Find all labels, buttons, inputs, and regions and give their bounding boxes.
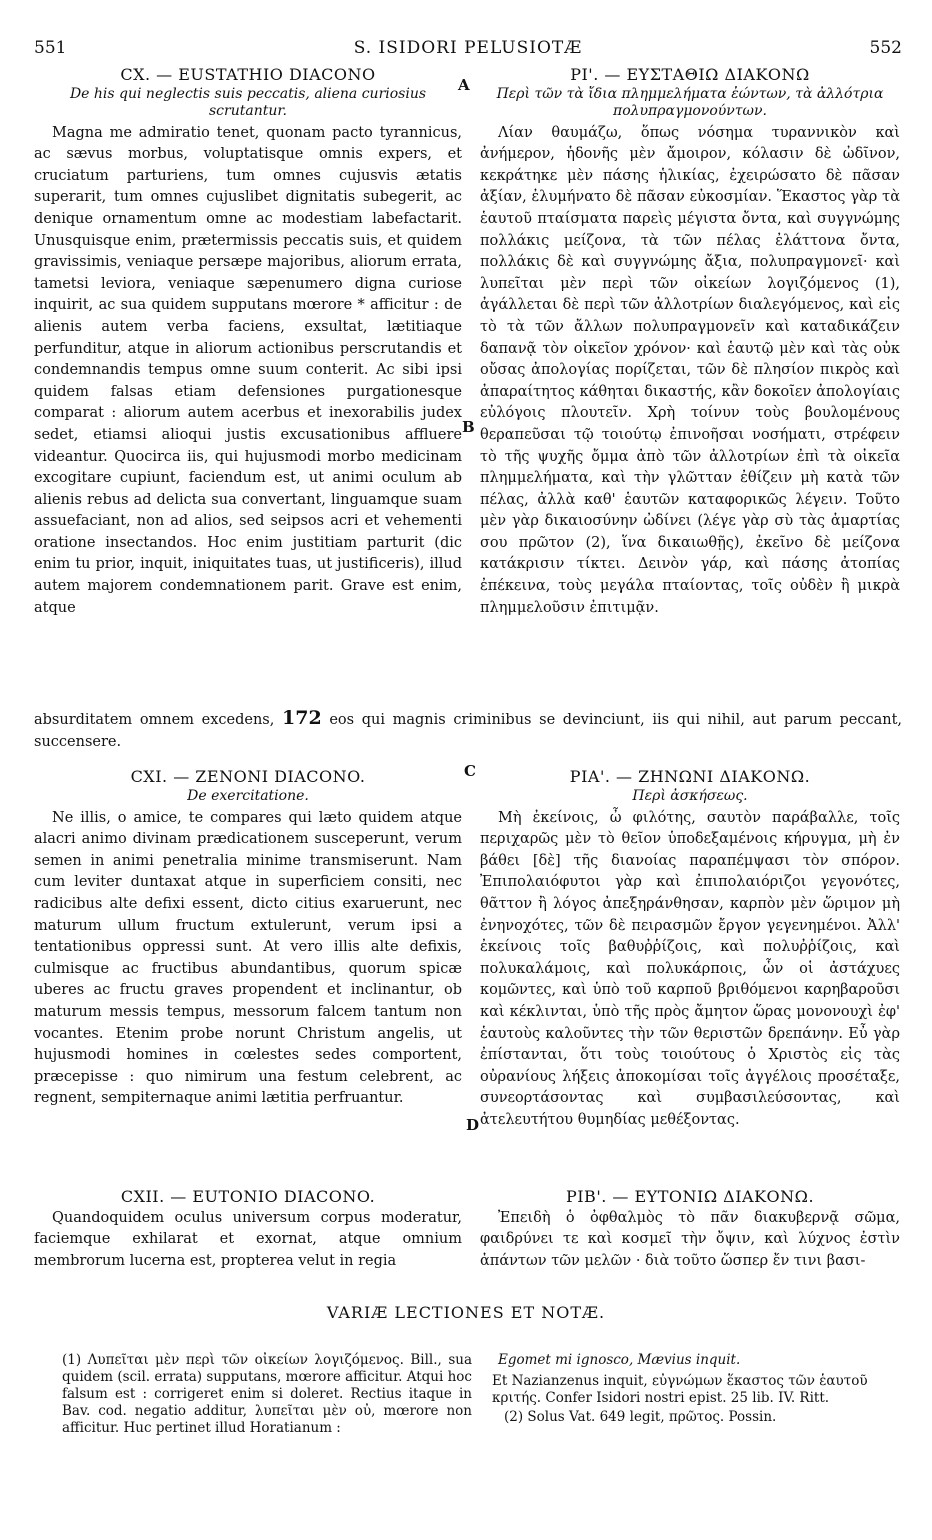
letter-cx-greek	[480, 64, 900, 619]
note-2: (2) Solus Vat. 649 legit, πρῶτος. Possin.	[504, 1409, 777, 1425]
section-title: ΡΙΑ'. — ΖΗΝΩΝΙ ΔΙΑΚΟΝΩ.	[569, 767, 811, 786]
continuation-text-before: absurditatem omnem excedens,	[34, 712, 275, 728]
section-subtitle: De exercitatione.	[187, 787, 309, 804]
page-header	[34, 38, 902, 60]
section-title: CX. — EUSTATHIO DIACONO	[120, 65, 376, 84]
letter-cxii-latin	[34, 1186, 462, 1272]
right-page-number: 552	[869, 38, 902, 58]
letter-cxi-greek	[480, 766, 900, 1132]
section-subtitle: De his qui neglectis suis peccatis, aliena curiosius scrutantur.	[69, 85, 427, 119]
note-right	[492, 1352, 900, 1426]
margin-marker-d: D	[466, 1116, 480, 1134]
left-page-number: 551	[34, 38, 67, 58]
section-title: ΡΙ'. — ΕΥΣΤΑΘΙΩ ΔΙΑΚΟΝΩ	[570, 65, 810, 84]
section-subtitle: Περὶ τῶν τὰ ἴδια πλημμελήματα ἐώντων, τὰ ἀλλότρια πολυπραγμονούντων.	[496, 85, 884, 119]
margin-marker-b: B	[462, 418, 475, 436]
running-title: S. ISIDORI PELUSIOTÆ	[353, 38, 583, 58]
section-body: Ἐπειδὴ ὁ ὀφθαλμὸς τὸ πᾶν διακυβερνᾷ σῶμα, φαιδρύνει τε καὶ κοσμεῖ τὴν ὄψιν, καὶ λύχνος ἐστὶν ἁπάντων τῶν μελῶν · διὰ τοῦτο ὥσπερ ἔν τινι βασι-	[480, 1209, 900, 1269]
margin-marker-a: A	[458, 76, 470, 94]
section-body: Μὴ ἐκείνοις, ὦ φιλότης, σαυτὸν παράβαλλε, τοῖς περιχαρῶς μὲν τὸ θεῖον ὑποδεξαμένοις κήρυγμα, μὴ ἐν βάθει [δὲ] τῆς διανοίας παραπέμψασι τὸν σπόρον. Ἐπιπολαιόφυτοι γὰρ καὶ ἐπιπολαιόριζοι γεγονότες, θᾶττον ἢ λόγος ἀπεξηράνθησαν, καρπὸν μὲν ὥριμον μὴ ἐνηνοχότες, τῶν δὲ πειρασμῶν ἔργον γεγενημένοι. Ἀλλ' ἐκείνοις τοῖς βαθυῤῥίζοις, καὶ πολυῤῥίζοις, καὶ πολυκαλάμοις, καὶ πολυκάρποις, ὧν οἱ ἀστάχυες κομῶντες, καὶ ὑπὸ τοῦ καρποῦ βριθόμενοι καρηβαροῦσι καὶ κέκλινται, ὑπὸ τῆς πρὸς ἄμητον ὥρας μονονουχὶ ἐφ' ἑαυτοὺς καλοῦντες τὴν τῶν θεριστῶν δρεπάνην. Εὖ γὰρ ἐπίστανται, ὅτι τοὺς τοιούτους ὁ Χριστὸς εἰς τὰς οὐρανίους λήξεις ἀποκομίσαι τοῖς ἀγγέλοις προσέταξε, συνεορτάσοντας καὶ συμβασιλεύσοντας, καὶ ἀτελευτήτου θυμηδίας μεθέξοντας.	[480, 809, 900, 1128]
letter-cxi-latin	[34, 766, 462, 1110]
section-title: CXII. — EUTONIO DIACONO.	[120, 1187, 376, 1206]
cx-continuation	[34, 708, 902, 753]
note-nazianzenus: Et Nazianzenus inquit, εὐγνώμων ἕκαστος τῶν ἑαυτοῦ κριτής. Confer Isidori nostri epist. 25 lib. IV. Ritt.	[492, 1373, 868, 1406]
continuation-text-after: eos qui magnis criminibus se devinciunt, iis qui nihil, aut parum peccant, succensere.	[34, 712, 903, 750]
section-body: Magna me admiratio tenet, quonam pacto tyrannicus, ac sævus morbus, voluptatisque omnis expers, et cruciatum parturiens, tum omnes cujusvis ætatis superarit, tum omnes cujuslibet dignitatis subegerit, ac denique ornamentum omne ac modestiam labefactarit. Unusquisque enim, prætermissis peccatis suis, et quidem gravissimis, veniaque persæpe majoribus, aliorum errata, tametsi leviora, veniaque sæpenumero digna curiose inquirit, ac sua quidem supputans mœrore * afficitur : de alienis autem verba faciens, exsultat, lætitiaque perfunditur, atque in aliorum actionibus perscrutandis et condemnandis tempus omne suum conterit. Ac sibi ipsi quidem falsas etiam defensiones purgationesque comparat : aliorum autem acerbus et inexorabilis judex sedet, etiamsi alioqui justis excusationibus affluere videantur. Quocirca iis, qui hujusmodi morbo medicinam excogitare cupiunt, faciendum est, ut animi oculum ab alienis rebus ad delicta sua convertant, linguamque suam assuefaciant, non ad alios, sed seipsos acri et vehementi oratione insectandos. Hoc enim justitiam parturit (dic enim tu prior, inquit, iniquitates tuas, ut justificeris), illud autem majorem condemnationem parit. Grave est enim, atque	[34, 124, 462, 616]
note-quote: Egomet mi ignosco, Mævius inquit.	[498, 1352, 741, 1368]
section-body: Quandoquidem oculus universum corpus moderatur, faciemque exhilarat et exornat, atque omnium membrorum lucerna est, propterea velut in regia	[34, 1209, 462, 1269]
column-number: 172	[282, 707, 322, 729]
section-subtitle: Περὶ ἀσκήσεως.	[632, 787, 748, 804]
margin-marker-c: C	[464, 762, 476, 780]
notes-heading: VARIÆ LECTIONES ET NOTÆ.	[326, 1303, 606, 1322]
note-left: (1) Λυπεῖται μὲν περὶ τῶν οἰκείων λογιζόμενος. Bill., sua quidem (scil. errata) supputans, mœrore afficitur. Atqui hoc falsum est : corrigeret enim si doleret. Rectius itaque in Bav. cod. negatio additur, λυπεῖται μὲν οὐ, mœrore non afficitur. Huc pertinet illud Horatianum :	[62, 1352, 472, 1436]
letter-cx-latin	[34, 64, 462, 619]
section-body: Ne illis, o amice, te compares qui læto quidem atque alacri animo divinam prædicationem susceperunt, verum semen in animi penetralia minime transmiserunt. Nam cum leviter duntaxat atque in superficiem consiti, nec radicibus alte defixi essent, dicto citius exaruerunt, nec maturum ullum fructum extulerunt, verum ipsi a tentationibus oppressi sunt. At vero illis alte defixis, culmisque ac fructibus abundantibus, quorum spicæ uberes ac fructu graves propendent et inclinantur, ob maturum messis tempus, messorum falcem tantum non vocantes. Etenim probe norunt Christum angelis, ut hujusmodi homines in cœlestes sedes comportent, præcepisse : quo nimirum una festum celebrent, ac regnent, sempiternaque animi lætitia perfruantur.	[34, 809, 462, 1107]
section-body: Λίαν θαυμάζω, ὅπως νόσημα τυραννικὸν καὶ ἀνήμερον, ἡδονῆς μὲν ἄμοιρον, κόλασιν δὲ ὠδῖνον, κεκράτηκε μὲν πάσης ἡλικίας, ἐχειρώσατο δὲ πᾶσαν ἀξίαν, ἐλυμήνατο δὲ πᾶσαν εὐκοσμίαν. Ἕκαστος γὰρ τὰ ἑαυτοῦ πταίσματα παρεὶς μέγιστα ὄντα, καὶ συγγνώμης πολλάκις μείζονα, τὰ τῶν πέλας ἐλάττονα ὄντα, πολλάκις δὲ καὶ συγγνώμης ἄξια, πολυπραγμονεῖ· καὶ λυπεῖται μὲν περὶ τῶν οἰκείων λογιζόμενος (1), ἀγάλλεται δὲ περὶ τῶν ἀλλοτρίων διαλεγόμενος, καὶ εἰς τὸ τὰ τῶν ἄλλων πολυπραγμονεῖν καὶ καταδικάζειν δαπανᾷ τὸν οἰκεῖον χρόνον· καὶ ἑαυτῷ μὲν καὶ τὰς οὐκ οὔσας ἀπολογίας πορίζεται, τῶν δὲ πλησίον πικρὸς καὶ ἀπαραίτητος κάθηται δικαστής, κἂν δοκοῖεν ἀπολογίαις εὐλόγοις πλουτεῖν. Χρὴ τοίνυν τοὺς βουλομένους θεραπεῦσαι τῷ τοιούτῳ ἐπινοῆσαι νοσήματι, στρέφειν τὸ τῆς ψυχῆς ὄμμα ἀπὸ τῶν ἀλλοτρίων ἐπὶ τὰ οἰκεῖα πλημμελήματα, καὶ τὴν γλῶτταν ἐθίζειν μὴ κατὰ τῶν πέλας, ἀλλὰ καθ' ἑαυτῶν καταφορικῶς λέγειν. Τοῦτο μὲν γὰρ δικαιοσύνην ὠδίνει (λέγε γὰρ σὺ τὰς ἁμαρτίας σου πρῶτον (2), ἵνα δικαιωθῇς), ἐκεῖνο δὲ μείζονα κατάκρισιν τίκτει. Δεινὸν γάρ, καὶ πάσης ἀτοπίας ἐπέκεινα, τοὺς μεγάλα πταίοντας, τοῖς οὐδὲν ἢ μικρὰ πλημμελοῦσιν ἐπιτιμᾷν.	[480, 124, 900, 616]
letter-cxii-greek	[480, 1186, 900, 1272]
section-title: CXI. — ZENONI DIACONO.	[130, 767, 366, 786]
section-title: ΡΙΒ'. — ΕΥΤΟΝΙΩ ΔΙΑΚΟΝΩ.	[565, 1187, 815, 1206]
